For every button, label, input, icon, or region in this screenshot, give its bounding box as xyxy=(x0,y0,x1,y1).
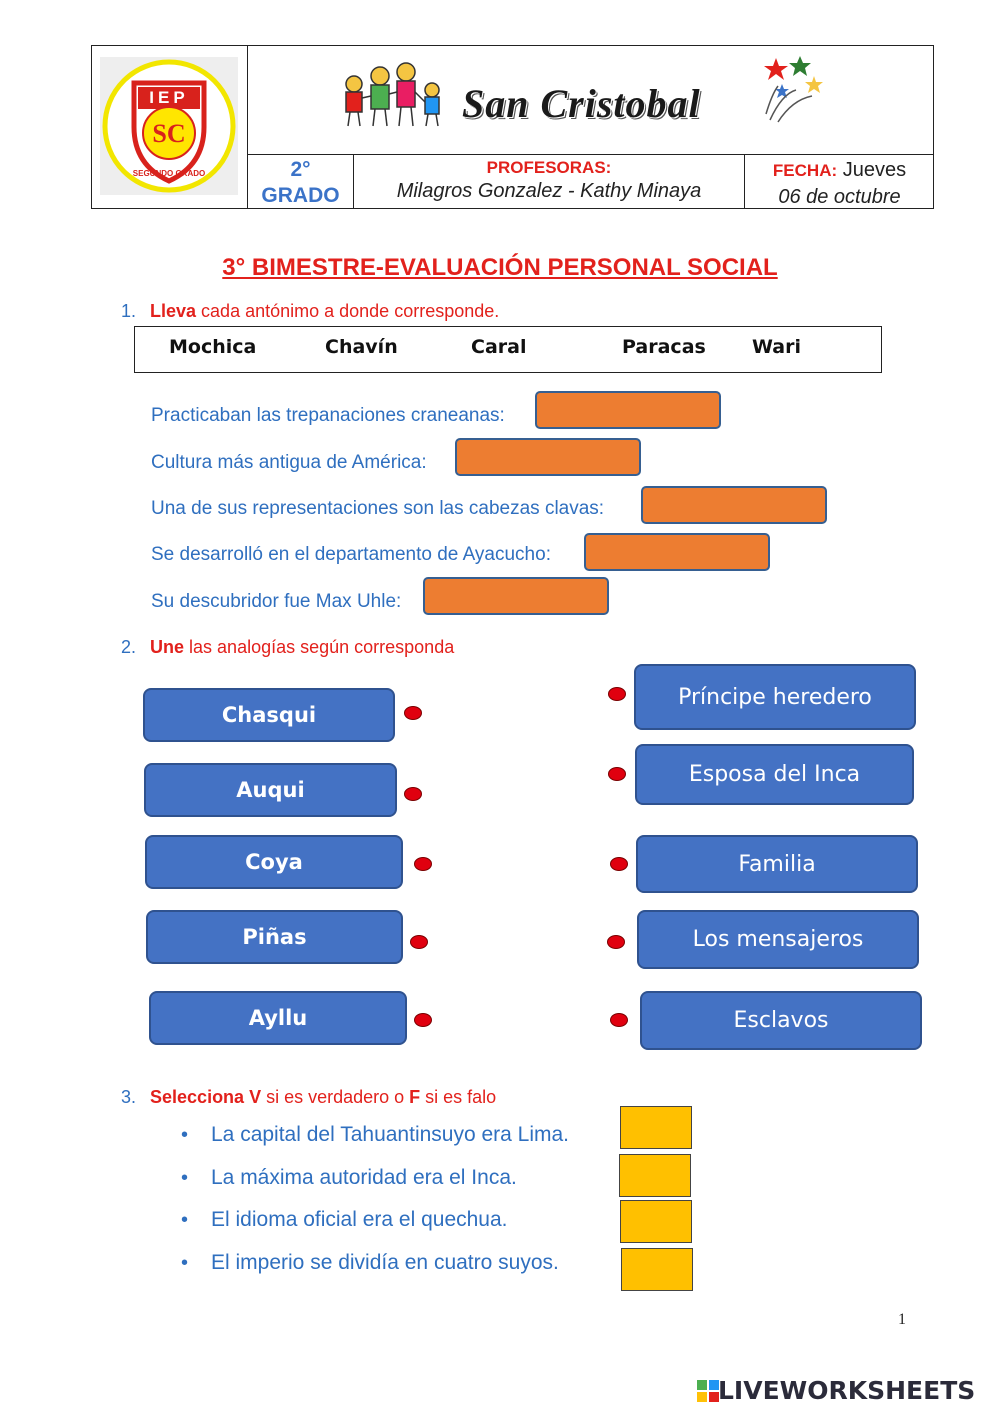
match-right-dot[interactable] xyxy=(610,1013,628,1027)
match-right-dot[interactable] xyxy=(608,767,626,781)
match-left-label: Auqui xyxy=(236,778,305,802)
question-text: cada antónimo a donde corresponde. xyxy=(196,301,500,321)
match-right-item[interactable] xyxy=(634,664,916,730)
match-left-item[interactable] xyxy=(146,910,403,964)
question-verb: Selecciona V xyxy=(150,1087,262,1107)
bullet-icon: • xyxy=(181,1209,189,1231)
question-f-letter: F xyxy=(409,1087,421,1107)
question-number: 1. xyxy=(121,301,137,321)
grade-label xyxy=(248,157,353,209)
bullet-icon: • xyxy=(181,1167,189,1189)
match-left-item[interactable] xyxy=(145,835,403,889)
liveworksheets-logo-icon xyxy=(697,1380,719,1402)
logo-initials: SC xyxy=(152,119,186,148)
date-cell xyxy=(745,157,934,210)
word-bank-item[interactable]: Wari xyxy=(752,336,801,358)
logo-bottom-text: SEGUNDO GRADO xyxy=(132,169,206,178)
clue-text: Una de sus representaciones son las cabezas clavas: xyxy=(151,498,605,519)
question-text: si es verdadero o xyxy=(261,1087,410,1107)
question-3-prompt xyxy=(121,1087,496,1108)
match-left-item[interactable] xyxy=(143,688,395,742)
match-left-label: Coya xyxy=(245,850,303,874)
word-bank-item[interactable]: Mochica xyxy=(169,336,257,358)
word-bank-item[interactable]: Paracas xyxy=(622,336,706,358)
match-left-item[interactable] xyxy=(144,763,397,817)
question-number: 2. xyxy=(121,637,137,657)
page-title: 3° BIMESTRE-EVALUACIÓN PERSONAL SOCIAL xyxy=(222,254,778,281)
drop-target[interactable] xyxy=(641,486,827,524)
match-right-label: Los mensajeros xyxy=(692,927,864,952)
stars-decoration xyxy=(762,54,826,124)
match-left-item[interactable] xyxy=(149,991,407,1045)
word-bank-item[interactable]: Chavín xyxy=(325,336,398,358)
drop-target[interactable] xyxy=(423,577,609,615)
match-left-label: Ayllu xyxy=(248,1006,308,1030)
match-right-label: Esclavos xyxy=(733,1008,829,1033)
date-label: FECHA: xyxy=(772,161,838,180)
match-right-item[interactable] xyxy=(637,910,919,969)
answer-box[interactable] xyxy=(621,1248,693,1291)
answer-box[interactable] xyxy=(620,1200,692,1243)
true-false-statement: La capital del Tahuantinsuyo era Lima. xyxy=(211,1123,570,1146)
bullet-icon: • xyxy=(181,1252,189,1274)
question-text: las analogías según corresponda xyxy=(184,637,455,657)
match-left-dot[interactable] xyxy=(404,787,422,801)
match-right-dot[interactable] xyxy=(607,935,625,949)
true-false-statement: La máxima autoridad era el Inca. xyxy=(211,1166,517,1189)
drop-target[interactable] xyxy=(535,391,721,429)
match-left-dot[interactable] xyxy=(404,706,422,720)
question-text: si es falo xyxy=(420,1087,497,1107)
school-name: San Cristobal xyxy=(462,81,701,126)
match-left-dot[interactable] xyxy=(414,1013,432,1027)
date-day: Jueves xyxy=(842,159,907,181)
match-left-label: Chasqui xyxy=(221,703,317,727)
clue-text: Su descubridor fue Max Uhle: xyxy=(151,591,402,612)
match-right-dot[interactable] xyxy=(608,687,626,701)
match-left-dot[interactable] xyxy=(410,935,428,949)
clue-text: Cultura más antigua de América: xyxy=(151,452,427,473)
match-right-item[interactable] xyxy=(635,744,914,805)
match-right-label: Esposa del Inca xyxy=(688,762,861,787)
answer-box[interactable] xyxy=(620,1106,692,1149)
match-right-dot[interactable] xyxy=(610,857,628,871)
match-left-label: Piñas xyxy=(242,925,307,949)
answer-box[interactable] xyxy=(619,1154,691,1197)
clue-text: Se desarrolló en el departamento de Ayacucho: xyxy=(151,544,551,565)
grade-word: GRADO xyxy=(261,184,340,207)
kids-illustration xyxy=(340,62,452,132)
match-right-item[interactable] xyxy=(636,835,918,893)
date-value: 06 de octubre xyxy=(778,186,901,208)
bullet-icon: • xyxy=(181,1124,189,1146)
logo-top-text: IEP xyxy=(149,88,189,107)
header-divider xyxy=(247,154,934,155)
question-1-prompt xyxy=(121,301,499,322)
school-logo xyxy=(100,57,238,195)
question-verb: Une xyxy=(150,637,185,657)
match-left-dot[interactable] xyxy=(414,857,432,871)
true-false-statement: El imperio se dividía en cuatro suyos. xyxy=(211,1251,559,1274)
drop-target[interactable] xyxy=(455,438,641,476)
teachers-label: PROFESORAS: xyxy=(486,158,612,177)
match-right-label: Familia xyxy=(738,851,816,877)
clue-text: Practicaban las trepanaciones craneanas: xyxy=(151,405,505,426)
liveworksheets-brand[interactable]: LIVEWORKSHEETS xyxy=(718,1376,976,1405)
match-right-label: Príncipe heredero xyxy=(678,684,872,710)
question-number: 3. xyxy=(121,1087,137,1107)
grade-number: 2° xyxy=(290,158,311,181)
match-right-item[interactable] xyxy=(640,991,922,1050)
page-number: 1 xyxy=(898,1311,906,1328)
question-2-prompt xyxy=(121,637,454,658)
teachers-names: Milagros Gonzalez - Kathy Minaya xyxy=(396,180,702,202)
question-verb: Lleva xyxy=(150,301,197,321)
word-bank-item[interactable]: Caral xyxy=(471,336,527,358)
true-false-statement: El idioma oficial era el quechua. xyxy=(211,1208,508,1231)
drop-target[interactable] xyxy=(584,533,770,571)
